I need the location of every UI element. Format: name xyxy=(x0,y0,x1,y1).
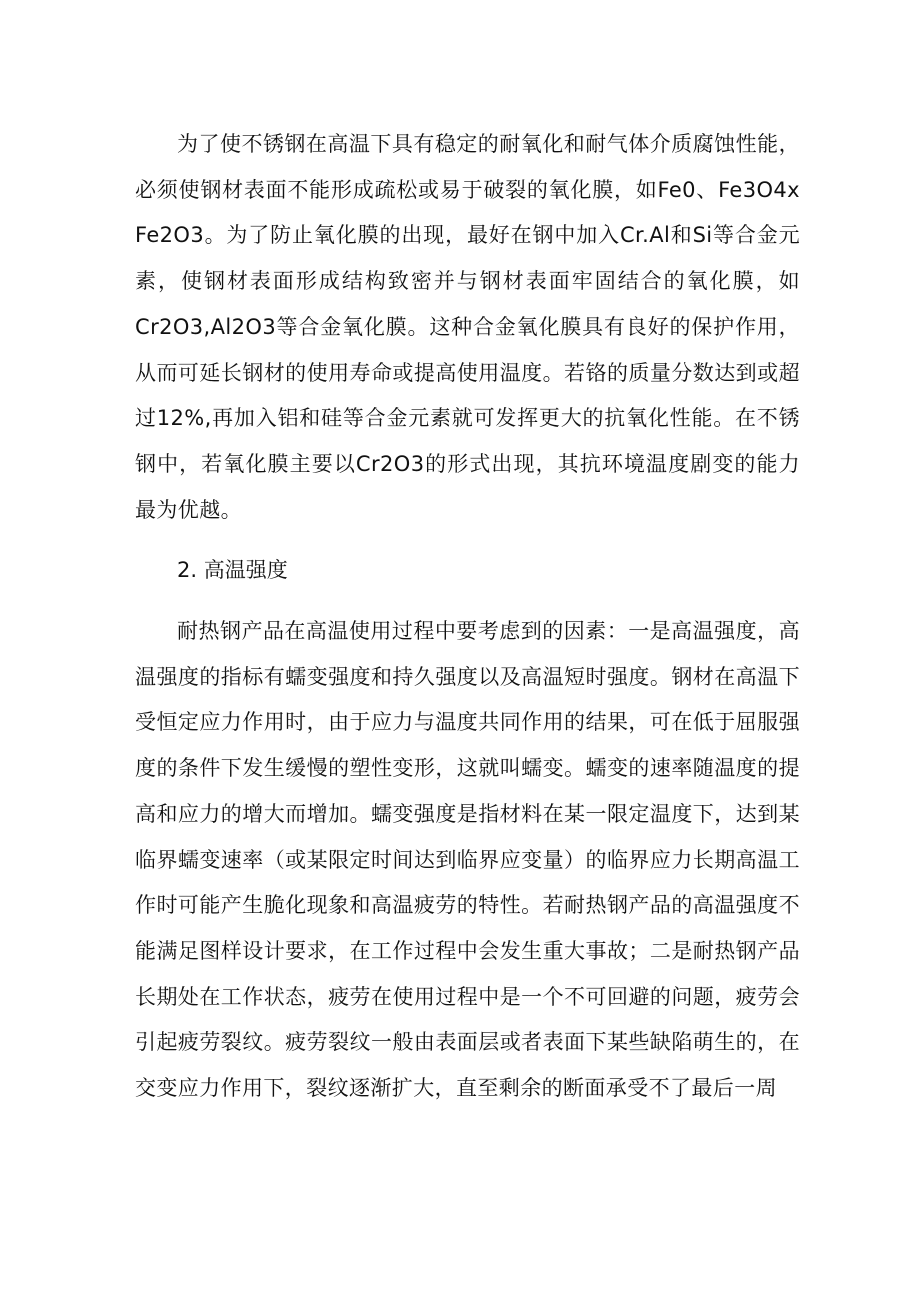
document-body xyxy=(135,122,800,1112)
section-heading-high-temperature-strength: 2. 高温强度 xyxy=(177,558,288,583)
spacer xyxy=(135,533,800,548)
paragraph-high-temperature-strength: 耐热钢产品在高温使用过程中要考虑到的因素：一是高温强度，高温强度的指标有蠕变强度和持久强度以及高温短时强度。钢材在高温下受恒定应力作用时，由于应力与温度共同作用的结果，可在低于屈服强度的条件下发生缓慢的塑性变形，这就叫蠕变。蠕变的速率随温度的提高和应力的增大而增加。蠕变强度是指材料在某一限定温度下，达到某临界蠕变速率（或某限定时间达到临界应变量）的临界应力长期高温工作时可能产生脆化现象和高温疲劳的特性。若耐热钢产品的高温强度不能满足图样设计要求，在工作过程中会发生重大事故；二是耐热钢产品长期处在工作状态，疲劳在使用过程中是一个不可回避的问题，疲劳会引起疲劳裂纹。疲劳裂纹一般由表面层或者表面下某些缺陷萌生的，在交变应力作用下，裂纹逐渐扩大，直至剩余的断面承受不了最后一周 xyxy=(135,619,800,1101)
spacer xyxy=(135,594,800,609)
paragraph-oxidation-resistance: 为了使不锈钢在高温下具有稳定的耐氧化和耐气体介质腐蚀性能，必须使钢材表面不能形成疏松或易于破裂的氧化膜，如Fe0、Fe3O4x Fe2O3。为了防止氧化膜的出现，最好在钢中加入Cr.Al和Si等合金元素，使钢材表面形成结构致密并与钢材表面牢固结合的氧化膜，如Cr2O3,Al2O3等合金氧化膜。这种合金氧化膜具有良好的保护作用，从而可延长钢材的使用寿命或提高使用温度。若铬的质量分数达到或超过12%,再加入铝和硅等合金元素就可发挥更大的抗氧化性能。在不锈钢中，若氧化膜主要以Cr2O3的形式出现，其抗环境温度剧变的能力最为优越。 xyxy=(135,132,800,522)
